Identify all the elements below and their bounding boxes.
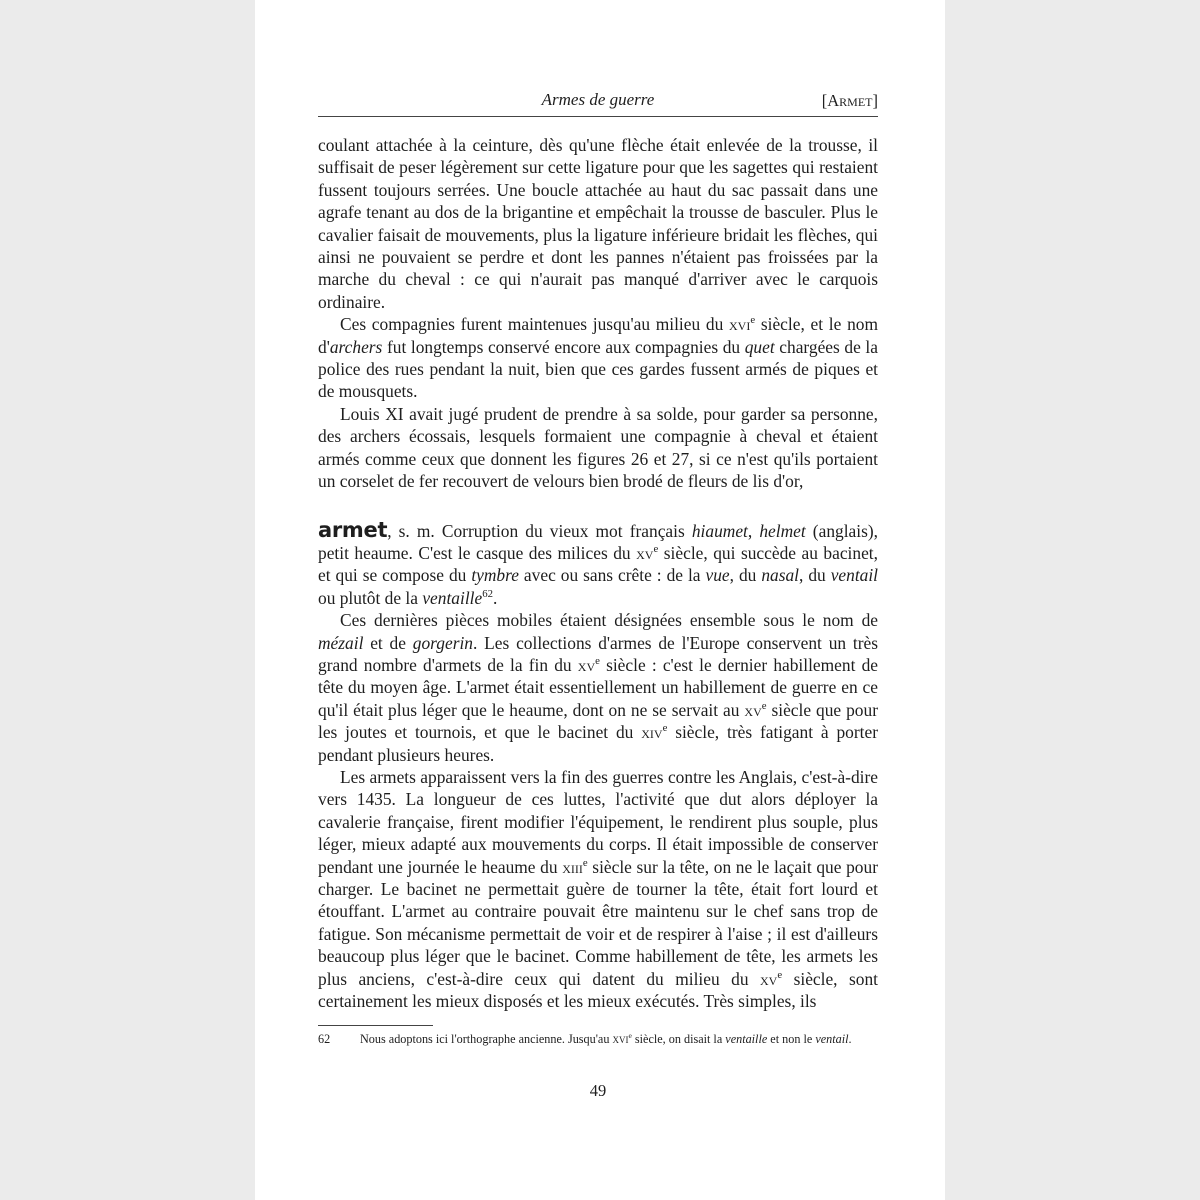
italic-term: tymbre: [471, 565, 519, 586]
paragraph: coulant attachée à la ceinture, dès qu'une flèche était enlevée de la trousse, il suffisait de peser légèrement sur cette ligature pour que les sagettes qui restaient fussent toujours serrées. Une boucle attachée au haut du sac passait dans une agrafe tenant au dos de la brigantine et empêchait la trousse de basculer. Plus le cavalier faisait de mouvements, plus la ligature inférieure bridait les flèches, qui ainsi ne pouvaient se perdre et dont les pannes n'étaient pas froissées par la marche du cheval : ce qui n'aurait pas manqué d'arriver avec le carquois ordinaire.: [318, 135, 878, 312]
footnote-divider: [318, 1025, 433, 1026]
italic-term: gorgerin: [412, 632, 474, 653]
italic-term: nasal: [761, 565, 799, 586]
book-page: [255, 0, 945, 1200]
century-numeral: xv: [760, 968, 778, 989]
italic-term: vue: [705, 565, 730, 586]
century-numeral: xiii: [562, 856, 583, 877]
paragraph: Louis XI avait jugé prudent de prendre à sa solde, pour garder sa personne, des archers écossais, lesquels formaient une compagnie à cheval et étaient armés comme ceux que donnent les figures 26 et 27, si ce n'est qu'ils portaient un corselet de fer recouvert de velours bien brodé de fleurs de lis d'or,: [318, 403, 878, 492]
italic-term: ventail: [830, 565, 879, 586]
italic-term: hiaumet: [691, 520, 748, 541]
italic-term: quet: [744, 336, 775, 357]
page-number: 49: [589, 1081, 607, 1100]
main-text: [318, 134, 878, 1012]
footnote-number: 62: [318, 1032, 331, 1046]
italic-term: ventail: [815, 1032, 849, 1046]
italic-term: archers: [329, 336, 383, 357]
century-numeral: xiv: [641, 722, 663, 743]
dictionary-entry: armet, s. m. Corruption du vieux mot français hiaumet, helmet (anglais), petit heaume. C'est le casque des milices du $xv^e$ siècle, qui succède au bacinet, et qui se compose du tymbre avec ou sans crête : de la vue, du nasal, du ventail ou plutôt de la ventaille$^{62}$.: [318, 517, 879, 608]
century-numeral: xv: [577, 654, 596, 675]
century-numeral: xv: [744, 699, 762, 720]
century-numeral: xvi: [612, 1032, 629, 1046]
footnote: [318, 1031, 878, 1047]
running-title: Armes de guerre: [541, 90, 655, 109]
paragraph: Ces compagnies furent maintenues jusqu'au milieu du xvi$^e$ siècle, et le nom d'archers fut longtemps conservé encore aux compagnies du quet chargées de la police des rues pendant la nuit, bien que ces gardes fussent armés de piques et de mousquets.: [318, 314, 878, 402]
century-numeral: xv: [636, 542, 654, 563]
paragraph: Les armets apparaissent vers la fin des guerres contre les Anglais, c'est-à-dire vers 1435. La longueur de ces luttes, l'activité que dut alors déployer la cavalerie française, firent modifier l'équipement, le rendirent plus souple, plus léger, mieux adapté aux mouvements du corps. Il était impossible de conserver pendant une journée le heaume du xiii$^e$ siècle sur la tête, on ne le laçait que pour charger. Le bacinet ne permettait guère de tourner la tête, était fort lourd et étouffant. L'armet au contraire pouvait être maintenu sur le chef sans trop de fatigue. Son mécanisme permettait de voir et de respirer à l'aise ; il est d'ailleurs beaucoup plus léger que le bacinet. Comme habillement de tête, les armets les plus anciens, c'est-à-dire ceux qui datent du milieu du $xv^e$ siècle, sont certainement les mieux disposés et les mieux exécutés. Très simples, ils: [318, 766, 878, 1012]
footnote-text: Nous adoptons ici l'orthographe ancienne. Jusqu'au xvi$^e$ siècle, on disait la ventaille et non le ventail.: [360, 1030, 852, 1046]
italic-term: helmet: [759, 520, 806, 541]
paragraph: Ces dernières pièces mobiles étaient désignées ensemble sous le nom de mézail et de gorgerin. Les collections d'armes de l'Europe conservent un très grand nombre d'armets de la fin du $xv^e$ siècle : c'est le dernier habillement de tête du moyen âge. L'armet était essentiellement un habillement de guerre en ce qu'il était plus léger que le heaume, dont on ne se servait au $xv^e$ siècle que pour les joutes et tournois, et que le bacinet du xiv$^e$ siècle, très fatigant à porter pendant plusieurs heures.: [318, 610, 879, 765]
century-numeral: xvi: [729, 314, 751, 335]
section-tag: [Armet]: [821, 91, 878, 110]
entry-headword: armet: [318, 517, 388, 542]
running-header: [318, 88, 878, 117]
italic-term: mézail: [318, 632, 364, 653]
italic-term: ventaille: [725, 1032, 768, 1046]
italic-term: ventaille: [422, 587, 483, 608]
footnote-ref[interactable]: 62: [482, 587, 493, 600]
